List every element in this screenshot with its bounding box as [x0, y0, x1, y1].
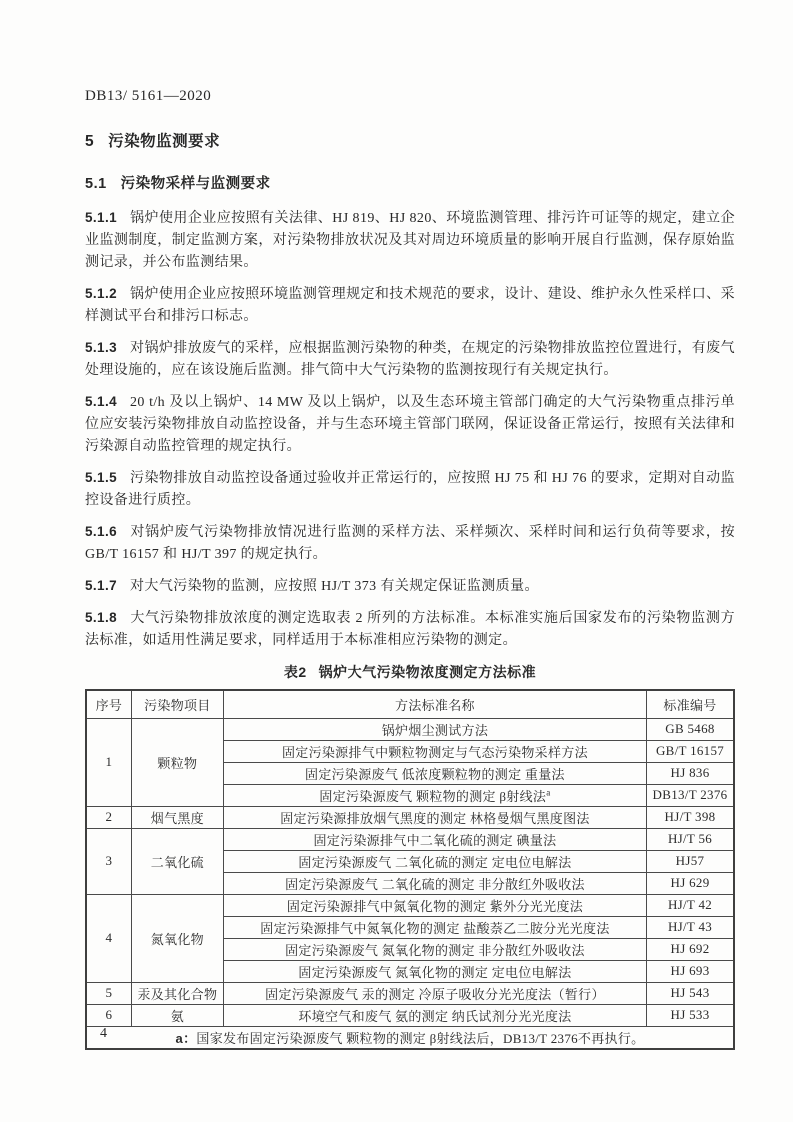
- cell-method-name: 固定污染源废气 低浓度颗粒物的测定 重量法: [223, 762, 646, 784]
- cell-method-name: 固定污染源废气 汞的测定 冷原子吸收分光光度法（暂行）: [223, 982, 646, 1004]
- cell-standard-code: HJ 836: [647, 762, 734, 784]
- clause-text: 对锅炉废气污染物排放情况进行监测的采样方法、采样频次、采样时间和运行负荷等要求，按 GB/T 16157 和 HJ/T 397 的规定执行。: [85, 525, 735, 562]
- methods-table: [85, 689, 735, 1050]
- footnote-label: a：: [175, 1030, 197, 1046]
- cell-standard-code: HJ 543: [647, 982, 734, 1004]
- section-number: 5: [85, 133, 95, 150]
- cell-pollutant: 汞及其化合物: [131, 982, 223, 1004]
- cell-standard-code: HJ 533: [647, 1004, 734, 1026]
- section-number: 5.1: [85, 176, 107, 192]
- clause-text: 锅炉使用企业应按照环境监测管理规定和技术规范的要求，设计、建设、维护永久性采样口、采样测试平台和排污口标志。: [85, 287, 735, 324]
- cell-method-name: 环境空气和废气 氨的测定 纳氏试剂分光光度法: [223, 1004, 646, 1026]
- clause-number: 5.1.8: [85, 610, 118, 625]
- cell-pollutant: 颗粒物: [131, 718, 223, 806]
- clause-text: 对大气污染物的监测，应按照 HJ/T 373 有关规定保证监测质量。: [130, 579, 539, 594]
- cell-method-name: 固定污染源排气中氮氧化物的测定 紫外分光光度法: [223, 894, 646, 916]
- cell-method-name: 固定污染源废气 二氧化硫的测定 定电位电解法: [223, 850, 646, 872]
- clause-number: 5.1.5: [85, 470, 118, 485]
- cell-standard-code: HJ/T 43: [647, 916, 734, 938]
- table-footnote-row: [86, 1026, 734, 1049]
- cell-standard-code: HJ/T 398: [647, 806, 734, 828]
- table-row: [86, 1004, 734, 1026]
- cell-method-name: 固定污染源废气 颗粒物的测定 β射线法$^a$: [223, 784, 646, 806]
- section-heading-5-1: [85, 176, 735, 193]
- clause-5-1-8: [85, 607, 735, 652]
- clause-number: 5.1.3: [85, 340, 118, 355]
- section-label: 污染物监测要求: [108, 133, 221, 150]
- col-header-method-name: 方法标准名称: [223, 690, 646, 718]
- cell-standard-code: HJ 692: [647, 938, 734, 960]
- clause-5-1-2: [85, 283, 735, 328]
- clause-5-1-4: [85, 391, 735, 458]
- cell-seq: 2: [86, 806, 131, 828]
- cell-standard-code: DB13/T 2376: [647, 784, 734, 806]
- col-header-seq: 序号: [86, 690, 131, 718]
- cell-standard-code: HJ57: [647, 850, 734, 872]
- methods-table-body: [86, 718, 734, 1049]
- cell-pollutant: 氨: [131, 1004, 223, 1026]
- cell-standard-code: HJ/T 42: [647, 894, 734, 916]
- cell-method-name: 固定污染源排气中氮氧化物的测定 盐酸萘乙二胺分光光度法: [223, 916, 646, 938]
- cell-method-name: 固定污染源废气 氮氧化物的测定 非分散红外吸收法: [223, 938, 646, 960]
- table-row: [86, 828, 734, 850]
- clause-text: 污染物排放自动监控设备通过验收并正常运行的，应按照 HJ 75 和 HJ 76 的要求，定期对自动监控设备进行质控。: [85, 471, 735, 508]
- cell-seq: 1: [86, 718, 131, 806]
- cell-method-name: 固定污染源排气中颗粒物测定与气态污染物采样方法: [223, 740, 646, 762]
- table-title: [85, 662, 735, 682]
- section-label: 污染物采样与监测要求: [120, 176, 271, 192]
- cell-standard-code: HJ 629: [647, 872, 734, 894]
- page-number: 4: [100, 1026, 107, 1041]
- cell-seq: 3: [86, 828, 131, 894]
- cell-seq: 5: [86, 982, 131, 1004]
- clause-number: 5.1.7: [85, 578, 118, 593]
- clause-text: 大气污染物排放浓度的测定选取表 2 所列的方法标准。本标准实施后国家发布的污染物监测方法标准，如适用性满足要求，同样适用于本标准相应污染物的测定。: [85, 611, 735, 648]
- clause-number: 5.1.1: [85, 210, 118, 225]
- footnote-marker: a: [546, 787, 551, 798]
- table-row: [86, 894, 734, 916]
- cell-standard-code: GB/T 16157: [647, 740, 734, 762]
- cell-method-name: 固定污染源废气 二氧化硫的测定 非分散红外吸收法: [223, 872, 646, 894]
- cell-seq: 6: [86, 1004, 131, 1026]
- page-content: [85, 0, 735, 1050]
- clause-number: 5.1.4: [85, 394, 118, 409]
- section-heading-5: [85, 133, 735, 151]
- table-row: [86, 982, 734, 1004]
- clause-text: 对锅炉排放废气的采样，应根据监测污染物的种类，在规定的污染物排放监控位置进行，有废气处理设施的，应在该设施后监测。排气筒中大气污染物的监测按现行有关规定执行。: [85, 341, 735, 378]
- cell-method-name: 固定污染源排放烟气黑度的测定 林格曼烟气黑度图法: [223, 806, 646, 828]
- clause-5-1-7: [85, 575, 735, 598]
- cell-pollutant: 二氧化硫: [131, 828, 223, 894]
- table-title-text: 锅炉大气污染物浓度测定方法标准: [318, 664, 537, 680]
- clause-5-1-3: [85, 337, 735, 382]
- cell-method-name: 固定污染源排气中二氧化硫的测定 碘量法: [223, 828, 646, 850]
- table-header-row: [86, 690, 734, 718]
- clause-text: 锅炉使用企业应按照有关法律、HJ 819、HJ 820、环境监测管理、排污许可证等的规定，建立企业监测制度，制定监测方案，对污染物排放状况及其对周边环境质量的影响开展自行监测，保存原始监测记录，并公布监测结果。: [85, 211, 735, 270]
- cell-method-name: 锅炉烟尘测试方法: [223, 718, 646, 740]
- col-header-standard-code: 标准编号: [647, 690, 734, 718]
- cell-seq: 4: [86, 894, 131, 982]
- col-header-pollutant: 污染物项目: [131, 690, 223, 718]
- table-title-number: 表2: [283, 664, 307, 680]
- clause-number: 5.1.6: [85, 524, 118, 539]
- cell-standard-code: GB 5468: [647, 718, 734, 740]
- cell-standard-code: HJ/T 56: [647, 828, 734, 850]
- table-footnote-cell: [86, 1026, 734, 1049]
- table-row: [86, 718, 734, 740]
- cell-method-name: 固定污染源废气 氮氧化物的测定 定电位电解法: [223, 960, 646, 982]
- cell-pollutant: 烟气黑度: [131, 806, 223, 828]
- clause-text: 20 t/h 及以上锅炉、14 MW 及以上锅炉，以及生态环境主管部门确定的大气污染物重点排污单位应安装污染物排放自动监控设备，并与生态环境主管部门联网，保证设备正常运行，按照有关法律和污染源自动监控管理的规定执行。: [85, 395, 735, 454]
- footnote-text: 国家发布固定污染源废气 颗粒物的测定 β射线法后，DB13/T 2376不再执行。: [196, 1030, 645, 1046]
- clause-number: 5.1.2: [85, 286, 118, 301]
- clause-5-1-1: [85, 207, 735, 274]
- table-row: [86, 806, 734, 828]
- cell-pollutant: 氮氧化物: [131, 894, 223, 982]
- clause-5-1-5: [85, 467, 735, 512]
- clause-5-1-6: [85, 521, 735, 566]
- cell-standard-code: HJ 693: [647, 960, 734, 982]
- doc-number: DB13/ 5161—2020: [85, 88, 212, 104]
